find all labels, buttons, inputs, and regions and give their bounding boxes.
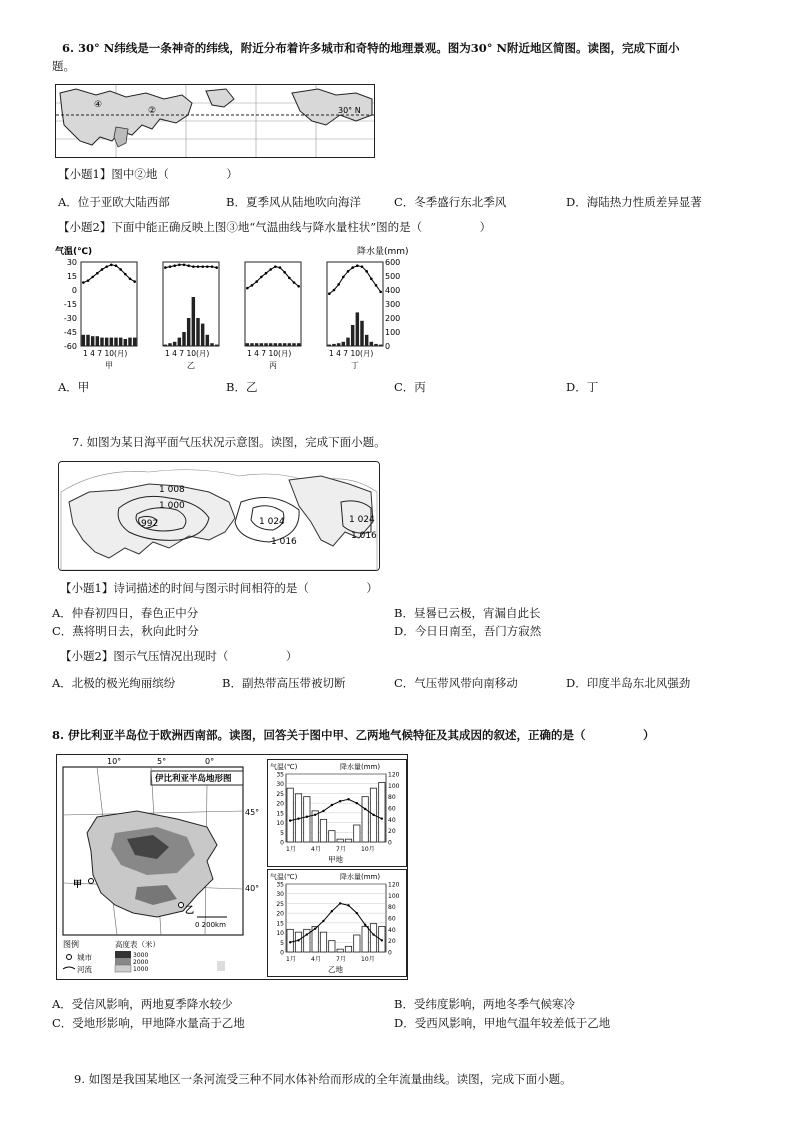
precip-bar xyxy=(278,343,281,346)
temp-tick-label: -45 xyxy=(63,328,77,337)
q6-sub2-option-a[interactable]: A．甲 xyxy=(58,380,90,394)
temp-point xyxy=(364,924,366,926)
precip-bar xyxy=(274,343,277,346)
q7-sub1-option-b[interactable]: B．昼晷已云极，宵漏自此长 xyxy=(394,606,541,620)
temp-point xyxy=(347,904,349,906)
month-tick-label: 1 4 7 10(月) xyxy=(247,349,292,358)
temp-tick-label: 0 xyxy=(71,286,77,295)
precip-bar xyxy=(133,338,136,346)
temp-point xyxy=(82,281,85,284)
temp-point xyxy=(314,814,316,816)
temp-point xyxy=(289,819,291,821)
temp-point xyxy=(91,276,94,279)
isobar-label-1008: 1 008 xyxy=(159,485,185,495)
temp-point xyxy=(331,910,333,912)
temp-point xyxy=(347,798,349,800)
temp-point xyxy=(314,927,316,929)
q6-sub1-option-c[interactable]: C．冬季盛行东北季风 xyxy=(394,195,507,209)
precip-bar xyxy=(182,332,185,346)
map-marker-4: ④ xyxy=(94,100,103,110)
temp-point xyxy=(322,920,324,922)
panel-frame xyxy=(81,262,137,346)
precip-bar xyxy=(264,343,267,346)
q6-sub1-option-d[interactable]: D．海陆热力性质差异显著 xyxy=(566,195,702,209)
temp-point xyxy=(133,280,136,283)
isobar-label-1024-atlantic: 1 024 xyxy=(349,515,375,525)
lon-label-0: 0° xyxy=(205,757,215,766)
lon-label-5: 5° xyxy=(157,757,167,766)
climate-chart-yi xyxy=(267,869,407,977)
q9-stem: 9. 如图是我国某地区一条河流受三种不同水体补给而形成的全年流量曲线。读图，完成下面小题。 xyxy=(74,1072,572,1086)
panel-name: 乙 xyxy=(187,361,195,370)
month-tick-label: 1 4 7 10(月) xyxy=(165,349,210,358)
lat-label-45: 45° xyxy=(245,808,260,817)
iberia-map xyxy=(57,755,263,979)
temp-tick-label: 25 xyxy=(276,790,284,798)
legend-city: 城市 xyxy=(77,953,92,962)
temp-point xyxy=(356,912,358,914)
temp-point xyxy=(260,276,263,279)
precip-bar xyxy=(332,344,335,346)
temp-point xyxy=(356,802,358,804)
q7-sub1-option-d[interactable]: D．今日日南至，吾门方寂然 xyxy=(394,624,542,638)
temp-tick-label: 15 xyxy=(66,272,77,281)
q8-option-a[interactable]: A．受信风影响，两地夏季降水较少 xyxy=(52,997,233,1011)
precip-bar xyxy=(105,338,108,346)
temp-tick-label: 15 xyxy=(276,810,284,818)
precip-bar xyxy=(128,338,131,346)
precip-bar xyxy=(337,949,343,952)
precip-tick-label: 100 xyxy=(388,782,400,790)
precip-tick-label: 300 xyxy=(385,300,401,309)
precip-bar xyxy=(379,783,385,843)
temp-point xyxy=(328,292,331,295)
temp-point xyxy=(211,265,214,268)
precip-bar xyxy=(196,318,199,346)
q7-sub2-option-b[interactable]: B．副热带高压带被切断 xyxy=(222,676,346,690)
temp-tick-label: 30 xyxy=(276,781,284,789)
precip-bar xyxy=(297,343,300,346)
temp-point xyxy=(197,265,200,268)
q7-sub2-option-a[interactable]: A．北极的极光绚丽缤纷 xyxy=(52,676,176,690)
temp-tick-label: 5 xyxy=(280,829,284,837)
precip-tick-label: 40 xyxy=(388,926,396,934)
temp-point xyxy=(178,264,181,267)
chart-name: 甲地 xyxy=(328,855,343,864)
temp-point xyxy=(173,264,176,267)
precip-bar xyxy=(91,336,94,346)
map-lat-label: 30° N xyxy=(338,106,361,115)
legend-level-2000: 2000 xyxy=(133,959,149,966)
precip-bar xyxy=(250,343,253,346)
temp-point xyxy=(364,808,366,810)
precip-tick-label: 400 xyxy=(385,286,401,295)
climate-panel-0 xyxy=(81,262,137,370)
q6-sub1-option-a[interactable]: A．位于亚欧大陆西部 xyxy=(58,195,170,209)
precip-tick-label: 0 xyxy=(388,949,392,957)
temp-tick-label: 20 xyxy=(276,910,284,918)
temp-point xyxy=(288,277,291,280)
temp-point xyxy=(105,265,108,268)
q7-sub1-stem: 【小题1】诗词描述的时间与图示时间相符的是（ ） xyxy=(60,581,378,595)
q6-stem-line2: 题。 xyxy=(52,59,75,73)
temp-point xyxy=(372,933,374,935)
precip-bar xyxy=(215,345,218,346)
q6-climate-charts xyxy=(55,242,415,370)
precip-tick-label: 80 xyxy=(388,904,396,912)
river-symbol xyxy=(63,967,75,969)
temp-point xyxy=(297,939,299,941)
temp-point xyxy=(187,264,190,267)
temp-tick-label: 10 xyxy=(276,930,284,938)
temp-point xyxy=(289,941,291,943)
temp-point xyxy=(306,816,308,818)
month-tick-label: 10月 xyxy=(361,956,375,963)
temp-point xyxy=(361,265,364,268)
precip-bar xyxy=(96,336,99,346)
precip-bar xyxy=(246,343,249,346)
q7-stem: 7. 如图为某日海平面气压状况示意图。读图，完成下面小题。 xyxy=(72,435,386,449)
climate-chart-jia xyxy=(267,759,407,867)
precip-bar xyxy=(210,343,213,346)
temp-axis-label: 气温(℃) xyxy=(270,763,298,771)
q8-figure xyxy=(56,754,408,980)
chart-name: 乙地 xyxy=(328,965,343,974)
precip-bar xyxy=(114,338,117,346)
precip-bar xyxy=(255,343,258,346)
lat-label-40: 40° xyxy=(245,884,260,893)
isobar-label-1024-pacific: 1 024 xyxy=(259,517,285,527)
lon-label-10: 10° xyxy=(107,757,122,766)
map-scale: 0 200km xyxy=(195,921,226,929)
temp-point xyxy=(215,266,218,269)
precip-bar xyxy=(346,338,349,346)
precip-bar xyxy=(206,335,209,346)
temp-point xyxy=(192,265,195,268)
temp-point xyxy=(279,266,282,269)
month-tick-label: 4月 xyxy=(311,846,321,853)
precip-bar xyxy=(292,343,295,346)
precip-bar xyxy=(320,932,326,952)
precip-bar xyxy=(337,343,340,346)
isobar-label-1016-pacific: 1 016 xyxy=(271,537,297,547)
q6-stem-line1: 6. 30° N纬线是一条神奇的纬线，附近分布着许多城市和奇特的地理景观。图为30° N附近地区简图。读图，完成下面小 xyxy=(62,41,680,55)
temp-point xyxy=(164,266,167,269)
month-tick-label: 1月 xyxy=(286,846,296,853)
precip-bar xyxy=(356,312,359,346)
precip-tick-label: 60 xyxy=(388,915,396,923)
temp-point xyxy=(251,284,254,287)
q8-stem: 8. 伊比利亚半岛位于欧洲西南部。读图，回答关于图中甲、乙两地气候特征及其成因的叙述，正确的是（ ） xyxy=(52,728,655,742)
temp-point xyxy=(269,268,272,271)
temp-point xyxy=(356,264,359,267)
precip-bar xyxy=(269,343,272,346)
precip-bar xyxy=(287,929,293,952)
precip-bar xyxy=(329,831,335,842)
month-tick-label: 1 4 7 10(月) xyxy=(329,349,374,358)
isobar-label-1016-atlantic: 1 016 xyxy=(351,531,377,541)
precip-bar xyxy=(328,345,331,346)
precip-bar xyxy=(360,321,363,346)
precip-tick-label: 60 xyxy=(388,805,396,813)
temp-tick-label: 30 xyxy=(276,891,284,899)
q6-sub1-option-b[interactable]: B．夏季风从陆地吹向海洋 xyxy=(226,195,361,209)
temp-point xyxy=(96,272,99,275)
precip-axis-label: 降水量(mm) xyxy=(357,247,409,257)
precip-bar xyxy=(354,935,360,952)
precip-bar xyxy=(337,839,343,842)
climate-panel-3 xyxy=(327,262,383,370)
precip-bar xyxy=(82,335,85,346)
precip-bar xyxy=(370,342,373,346)
temp-tick-label: 35 xyxy=(276,771,284,779)
q8-option-c[interactable]: C．受地形影响，甲地降水量高于乙地 xyxy=(52,1016,245,1030)
legend-height-label: 高度表（米） xyxy=(115,940,160,949)
precip-bar xyxy=(110,338,113,346)
precip-tick-label: 100 xyxy=(385,328,401,337)
temp-point xyxy=(347,270,350,273)
temp-point xyxy=(297,817,299,819)
precip-bar xyxy=(354,825,360,842)
legend-river: 河流 xyxy=(77,965,92,974)
temp-tick-label: 5 xyxy=(280,939,284,947)
temp-point xyxy=(87,279,90,282)
precip-tick-label: 0 xyxy=(385,342,391,351)
temp-point xyxy=(351,266,354,269)
climate-panel-1 xyxy=(163,262,219,370)
precip-bar xyxy=(119,338,122,346)
temp-tick-label: 15 xyxy=(276,920,284,928)
temp-tick-label: 0 xyxy=(280,949,284,957)
temp-point xyxy=(322,810,324,812)
panel-name: 甲 xyxy=(105,361,113,370)
temp-point xyxy=(246,287,249,290)
temp-point xyxy=(255,280,258,283)
precip-bar xyxy=(374,344,377,346)
temp-point xyxy=(339,902,341,904)
q6-sub1-stem: 【小题1】图中②地（ ） xyxy=(58,167,238,181)
temp-point xyxy=(372,814,374,816)
precip-bar xyxy=(379,345,382,346)
panel-name: 丙 xyxy=(269,361,277,370)
month-tick-label: 1月 xyxy=(286,956,296,963)
precip-bar xyxy=(362,797,368,842)
month-tick-label: 7月 xyxy=(336,846,346,853)
temp-point xyxy=(101,268,104,271)
month-tick-label: 4月 xyxy=(311,956,321,963)
temp-point xyxy=(365,270,368,273)
temp-point xyxy=(375,284,378,287)
precip-bar xyxy=(100,338,103,346)
precip-bar xyxy=(201,324,204,346)
temp-point xyxy=(331,804,333,806)
panel-name: 丁 xyxy=(351,361,359,370)
precip-axis-label: 降水量(mm) xyxy=(340,873,381,881)
precip-tick-label: 120 xyxy=(388,881,400,889)
q6-sub2-option-c[interactable]: C．丙 xyxy=(394,380,426,394)
temp-point xyxy=(265,272,268,275)
temp-point xyxy=(370,278,373,281)
temp-tick-label: 25 xyxy=(276,900,284,908)
temp-point xyxy=(183,264,186,267)
month-tick-label: 7月 xyxy=(336,956,346,963)
isobar-label-1000: 1 000 xyxy=(159,501,185,511)
precip-bar xyxy=(342,342,345,346)
q6-sub2-option-b[interactable]: B．乙 xyxy=(226,380,258,394)
map-title: 伊比利亚半岛地形图 xyxy=(155,774,232,784)
legend-level-3000: 3000 xyxy=(133,952,149,959)
temp-point xyxy=(337,283,340,286)
temp-tick-label: 20 xyxy=(276,800,284,808)
temp-axis-label: 气温(℃) xyxy=(270,873,298,881)
q7-sub1-option-a[interactable]: A．仲春初四日，春色正中分 xyxy=(52,606,199,620)
place-yi: 乙 xyxy=(185,906,195,916)
precip-bar xyxy=(86,335,89,346)
precip-bar xyxy=(329,941,335,952)
temp-point xyxy=(115,264,118,267)
temp-point xyxy=(110,264,113,267)
precip-bar xyxy=(178,338,181,346)
temp-point xyxy=(201,265,204,268)
q7-sub2-option-c[interactable]: C．气压带风带向南移动 xyxy=(394,676,518,690)
temp-tick-label: 30 xyxy=(66,258,77,267)
q7-pressure-map xyxy=(58,461,380,571)
precip-bar xyxy=(192,297,195,346)
precip-bar xyxy=(320,819,326,842)
panel-frame xyxy=(163,262,219,346)
precip-bar xyxy=(283,343,286,346)
temp-point xyxy=(119,268,122,271)
temp-point xyxy=(283,271,286,274)
precip-tick-label: 80 xyxy=(388,794,396,802)
legend-level-1000: 1000 xyxy=(133,966,149,973)
precip-tick-label: 40 xyxy=(388,816,396,824)
temp-point xyxy=(381,939,383,941)
temp-tick-label: 35 xyxy=(276,881,284,889)
q7-sub2-option-d[interactable]: D．印度半岛东北风强劲 xyxy=(566,676,691,690)
panel-frame xyxy=(327,262,383,346)
precip-bar xyxy=(260,343,263,346)
precip-tick-label: 0 xyxy=(388,839,392,847)
temp-point xyxy=(169,265,172,268)
month-tick-label: 10月 xyxy=(361,846,375,853)
precip-bar xyxy=(345,946,351,952)
precip-bar xyxy=(164,345,167,346)
q6-map-30n xyxy=(55,84,375,158)
precip-tick-label: 500 xyxy=(385,272,401,281)
precip-bar xyxy=(173,342,176,346)
precip-bar xyxy=(288,343,291,346)
precip-bar xyxy=(187,318,190,346)
q6-sub2-stem: 【小题2】下面中能正确反映上图③地“气温曲线与降水量柱状”图的是（ ） xyxy=(58,220,492,234)
precip-bar xyxy=(304,797,310,842)
temp-tick-label: -15 xyxy=(63,300,77,309)
precip-tick-label: 120 xyxy=(388,771,400,779)
temp-point xyxy=(206,265,209,268)
q8-option-d[interactable]: D．受西风影响，甲地气温年较差低于乙地 xyxy=(394,1016,611,1030)
precip-bar xyxy=(351,325,354,346)
temp-point xyxy=(342,276,345,279)
temp-point xyxy=(381,817,383,819)
temp-point xyxy=(124,273,127,276)
temp-tick-label: -30 xyxy=(63,314,77,323)
temp-point xyxy=(333,289,336,292)
temp-tick-label: 10 xyxy=(276,820,284,828)
q7-sub1-option-c[interactable]: C．燕将明日去，秋向此时分 xyxy=(52,624,199,638)
place-jia: 甲 xyxy=(73,880,83,890)
precip-bar xyxy=(365,335,368,346)
temp-axis-label: 气温(℃) xyxy=(55,247,93,257)
q8-option-b[interactable]: B．受纬度影响，两地冬季气候寒冷 xyxy=(394,997,575,1011)
legend-title: 图例 xyxy=(63,940,79,949)
q6-sub2-option-d[interactable]: D．丁 xyxy=(566,380,599,394)
temp-point xyxy=(129,278,132,281)
month-tick-label: 1 4 7 10(月) xyxy=(83,349,128,358)
precip-tick-label: 100 xyxy=(388,892,400,900)
temp-point xyxy=(274,265,277,268)
temp-point xyxy=(339,800,341,802)
city-symbol xyxy=(67,955,72,960)
climate-panel-2 xyxy=(245,262,301,370)
temp-point xyxy=(306,933,308,935)
temp-point xyxy=(379,291,382,294)
temp-point xyxy=(293,281,296,284)
temp-tick-label: 0 xyxy=(280,839,284,847)
precip-bar xyxy=(124,339,127,346)
q7-sub2-stem: 【小题2】图示气压情况出现时（ ） xyxy=(60,649,298,663)
precip-bar xyxy=(287,788,293,842)
precip-bar xyxy=(345,839,351,842)
precip-axis-label: 降水量(mm) xyxy=(340,763,381,771)
panel-frame xyxy=(245,262,301,346)
precip-bar xyxy=(362,927,368,953)
temp-point xyxy=(297,285,300,288)
precip-tick-label: 20 xyxy=(388,828,396,836)
precip-tick-label: 20 xyxy=(388,938,396,946)
precip-bar xyxy=(168,343,171,346)
precip-tick-label: 200 xyxy=(385,314,401,323)
precip-tick-label: 600 xyxy=(385,258,401,267)
map-marker-2: ② xyxy=(148,106,157,116)
temp-tick-label: -60 xyxy=(63,342,77,351)
isobar-label-992: 992 xyxy=(141,519,159,529)
precip-bar xyxy=(295,932,301,952)
precip-bar xyxy=(370,924,376,952)
